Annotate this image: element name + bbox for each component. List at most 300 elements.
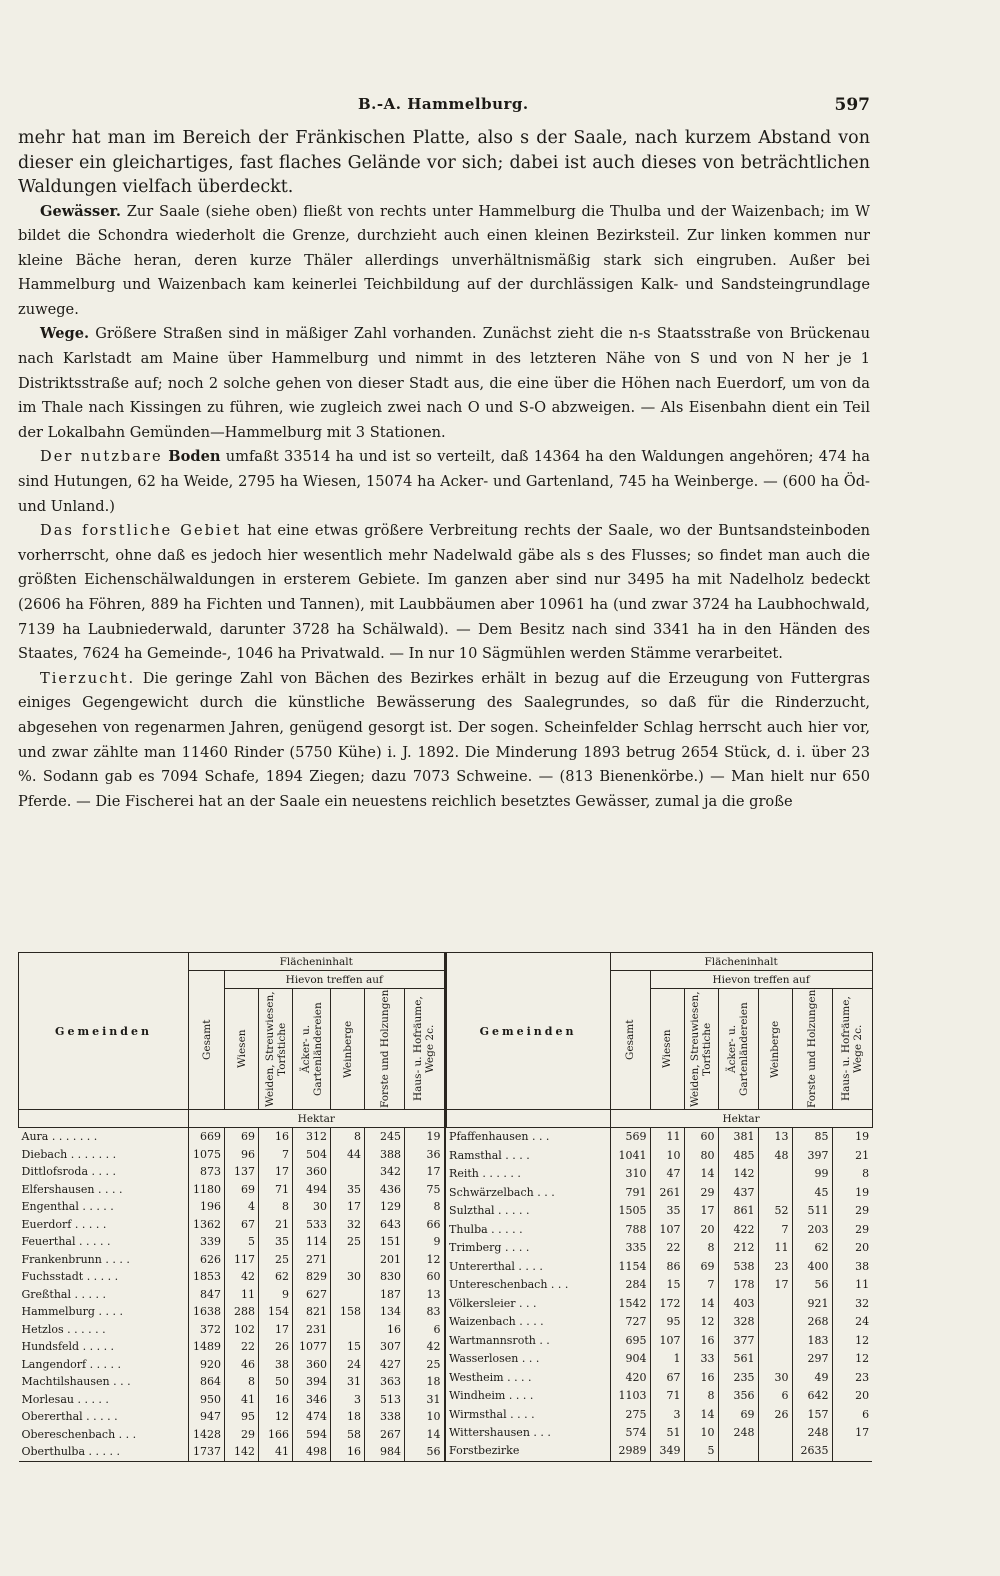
table-cell: 861 bbox=[718, 1202, 758, 1220]
table-row bbox=[446, 1405, 872, 1423]
table-cell: 29 bbox=[225, 1426, 259, 1444]
table-row bbox=[446, 1183, 872, 1201]
table-cell: 66 bbox=[405, 1216, 445, 1234]
table-cell: 33 bbox=[684, 1350, 718, 1368]
section-heading: Gewässer. bbox=[40, 202, 121, 220]
table-cell: 498 bbox=[293, 1443, 331, 1461]
table-cell: 16 bbox=[259, 1128, 293, 1146]
section-heading: Boden bbox=[162, 448, 221, 466]
table-cell: 19 bbox=[832, 1128, 872, 1147]
paragraph-boden: Der nutzbare Boden umfaßt 33514 ha und ist so verteilt, daß 14364 ha den Waldungen angehören; 474 ha sind Hutungen, 62 ha Weide, 2795 ha Wiesen, 15074 ha Acker- und Gartenland, 745 ha Weinberge. — (600 ha Öd- und Unland.) bbox=[18, 448, 870, 515]
table-cell: 20 bbox=[684, 1220, 718, 1238]
table-row bbox=[19, 1198, 445, 1216]
table-cell: 25 bbox=[259, 1251, 293, 1269]
table-cell: 388 bbox=[365, 1146, 405, 1164]
row-label: Wirmsthal . . . . bbox=[449, 1407, 535, 1421]
table-cell: 17 bbox=[259, 1321, 293, 1339]
table-cell: 56 bbox=[405, 1443, 445, 1461]
table-row bbox=[446, 1202, 872, 1220]
table-cell bbox=[331, 1251, 365, 1269]
table-cell: 30 bbox=[758, 1368, 792, 1386]
table-row bbox=[446, 1387, 872, 1405]
table-cell: 95 bbox=[225, 1408, 259, 1426]
table-cell: 403 bbox=[718, 1294, 758, 1312]
table-cell: 397 bbox=[792, 1146, 832, 1164]
table-row bbox=[446, 1313, 872, 1331]
running-title: B.-A. Hammelburg. bbox=[358, 95, 529, 113]
table-cell: 196 bbox=[189, 1198, 225, 1216]
table-cell: 56 bbox=[792, 1276, 832, 1294]
table-cell: 3 bbox=[650, 1405, 684, 1423]
row-label: Wittershausen . . . bbox=[449, 1426, 551, 1439]
table-cell: 67 bbox=[650, 1368, 684, 1386]
table-row bbox=[446, 1239, 872, 1257]
table-cell: 7 bbox=[259, 1146, 293, 1164]
table-cell: 4 bbox=[225, 1198, 259, 1216]
table-cell: 847 bbox=[189, 1286, 225, 1304]
table-cell: 8 bbox=[225, 1373, 259, 1391]
table-cell: 642 bbox=[792, 1387, 832, 1405]
table-cell: 950 bbox=[189, 1391, 225, 1409]
table-row bbox=[19, 1251, 445, 1269]
table-cell: 58 bbox=[331, 1426, 365, 1444]
table-cell bbox=[331, 1286, 365, 1304]
table-cell: 6 bbox=[832, 1405, 872, 1423]
table-cell: 38 bbox=[832, 1257, 872, 1275]
table-cell: 231 bbox=[293, 1321, 331, 1339]
table-cell bbox=[758, 1165, 792, 1183]
table-cell: 114 bbox=[293, 1233, 331, 1251]
table-cell: 42 bbox=[405, 1338, 445, 1356]
table-row bbox=[19, 1408, 445, 1426]
row-label: Wasserlosen . . . bbox=[449, 1352, 540, 1366]
table-cell: 69 bbox=[225, 1181, 259, 1199]
table-cell: 574 bbox=[610, 1424, 650, 1442]
table-cell: 172 bbox=[650, 1294, 684, 1312]
table-left bbox=[18, 952, 446, 1462]
table-cell: 25 bbox=[331, 1233, 365, 1251]
table-cell: 328 bbox=[718, 1313, 758, 1331]
table-cell: 377 bbox=[718, 1331, 758, 1349]
table-cell: 19 bbox=[832, 1183, 872, 1201]
table-cell: 41 bbox=[225, 1391, 259, 1409]
table-cell: 297 bbox=[792, 1350, 832, 1368]
sub-header: Hievon treffen auf bbox=[225, 971, 445, 989]
table-row bbox=[19, 1321, 445, 1339]
row-label: Hammelburg . . . . bbox=[21, 1305, 123, 1318]
table-cell: 485 bbox=[718, 1146, 758, 1164]
table-cell: 420 bbox=[610, 1368, 650, 1386]
row-label: Untereschenbach . . . bbox=[449, 1278, 569, 1292]
table-row bbox=[19, 1181, 445, 1199]
table-cell: 5 bbox=[684, 1442, 718, 1461]
table-cell: 830 bbox=[365, 1268, 405, 1286]
paragraph-forst: Das forstliche Gebiet hat eine etwas größere Verbreitung rechts der Saale, wo der Buntsandsteinboden vorherrscht, ohne daß es jedoch hier wesentlich mehr Nadelwald gäbe als s des Flusses; so findet man auch die größten Eichenschälwaldungen in ersterem Gebiete. Im ganzen aber sind nur 3495 ha mit Nadelholz bedeckt (2606 ha Föhren, 889 ha Fichten und Tannen), mit Laubbäumen aber 10961 ha (und zwar 3724 ha Laubhochwald, 7139 ha Laubniederwald, darunter 3728 ha Schälwald). — Dem Besitz nach sind 3341 ha in den Händen des Staates, 7624 ha Gemeinde-, 1046 ha Privatwald. — In nur 10 Sägmühlen werden Stämme verarbeitet. bbox=[18, 522, 870, 663]
table-cell: 372 bbox=[189, 1321, 225, 1339]
table-cell: 86 bbox=[650, 1257, 684, 1275]
column-header: Wiesen bbox=[225, 989, 259, 1110]
table-cell: 261 bbox=[650, 1183, 684, 1201]
table-cell: 107 bbox=[650, 1220, 684, 1238]
row-label: Völkersleier . . . bbox=[449, 1296, 537, 1310]
table-cell: 533 bbox=[293, 1216, 331, 1234]
table-cell: 427 bbox=[365, 1356, 405, 1374]
table-row bbox=[19, 1146, 445, 1164]
table-cell: 494 bbox=[293, 1181, 331, 1199]
table-cell: 29 bbox=[684, 1183, 718, 1201]
table-cell: 183 bbox=[792, 1331, 832, 1349]
row-label: Dittlofsroda . . . . bbox=[21, 1165, 116, 1178]
table-cell: 23 bbox=[832, 1368, 872, 1386]
section-heading: Das forstliche Gebiet bbox=[40, 522, 242, 540]
table-row bbox=[19, 1303, 445, 1321]
column-header: Weinberge bbox=[758, 989, 792, 1110]
table-cell: 166 bbox=[259, 1426, 293, 1444]
table-row bbox=[446, 1294, 872, 1312]
table-cell: 15 bbox=[331, 1338, 365, 1356]
table-cell: 62 bbox=[792, 1239, 832, 1257]
row-label: Elfershausen . . . . bbox=[21, 1182, 123, 1196]
table-cell: 511 bbox=[792, 1202, 832, 1220]
table-cell: 14 bbox=[684, 1165, 718, 1183]
table-cell: 8 bbox=[259, 1198, 293, 1216]
table-cell: 16 bbox=[684, 1331, 718, 1349]
row-label: Trimberg . . . . bbox=[449, 1241, 530, 1255]
table-cell bbox=[758, 1331, 792, 1349]
table-cell: 360 bbox=[293, 1163, 331, 1181]
row-label: Thulba . . . . . bbox=[449, 1222, 523, 1236]
table-cell: 569 bbox=[610, 1128, 650, 1147]
table-cell: 1362 bbox=[189, 1216, 225, 1234]
table-cell: 26 bbox=[259, 1338, 293, 1356]
column-header: Forste und Holzungen bbox=[792, 989, 832, 1110]
table-cell bbox=[758, 1350, 792, 1368]
table-row bbox=[446, 1442, 872, 1461]
sub-header: Hievon treffen auf bbox=[650, 971, 872, 989]
running-header bbox=[0, 95, 1000, 117]
table-cell: 363 bbox=[365, 1373, 405, 1391]
table-cell: 49 bbox=[792, 1368, 832, 1386]
row-label: Fuchsstadt . . . . . bbox=[21, 1270, 119, 1283]
table-cell: 1 bbox=[650, 1350, 684, 1368]
table-cell: 69 bbox=[225, 1128, 259, 1146]
row-label: Forstbezirke bbox=[446, 1442, 610, 1461]
table-cell: 2635 bbox=[792, 1442, 832, 1461]
table-cell: 12 bbox=[684, 1313, 718, 1331]
table-cell: 791 bbox=[610, 1183, 650, 1201]
table-row bbox=[446, 1146, 872, 1164]
table-cell: 31 bbox=[331, 1373, 365, 1391]
table-cell: 9 bbox=[259, 1286, 293, 1304]
table-cell: 1041 bbox=[610, 1146, 650, 1164]
table-cell: 154 bbox=[259, 1303, 293, 1321]
row-label: Obererthal . . . . . bbox=[21, 1410, 118, 1423]
row-label: Diebach . . . . . . . bbox=[21, 1147, 117, 1161]
table-cell: 17 bbox=[331, 1198, 365, 1216]
table-cell: 62 bbox=[259, 1268, 293, 1286]
table-cell: 18 bbox=[331, 1408, 365, 1426]
row-label: Oberthulba . . . . . bbox=[19, 1443, 189, 1461]
table-cell: 627 bbox=[293, 1286, 331, 1304]
table-cell: 20 bbox=[832, 1387, 872, 1405]
column-header: Haus- u. Hofräume, Wege 2c. bbox=[832, 989, 872, 1110]
table-cell: 30 bbox=[293, 1198, 331, 1216]
table-cell: 13 bbox=[758, 1128, 792, 1147]
table-cell: 873 bbox=[189, 1163, 225, 1181]
row-label: Engenthal . . . . . bbox=[21, 1200, 114, 1213]
unit-header: Hektar bbox=[610, 1110, 872, 1128]
table-cell: 10 bbox=[650, 1146, 684, 1164]
table-cell: 381 bbox=[718, 1128, 758, 1147]
table-cell: 1075 bbox=[189, 1146, 225, 1164]
table-cell: 669 bbox=[189, 1128, 225, 1146]
table-cell: 142 bbox=[225, 1443, 259, 1461]
table-row bbox=[446, 1276, 872, 1294]
row-label: Hundsfeld . . . . . bbox=[21, 1340, 115, 1353]
table-cell: 75 bbox=[405, 1181, 445, 1199]
table-cell bbox=[758, 1294, 792, 1312]
table-cell: 85 bbox=[792, 1128, 832, 1147]
table-cell: 16 bbox=[259, 1391, 293, 1409]
table-cell: 2989 bbox=[610, 1442, 650, 1461]
table-cell: 12 bbox=[405, 1251, 445, 1269]
table-cell: 310 bbox=[610, 1165, 650, 1183]
table-cell: 14 bbox=[405, 1426, 445, 1444]
table-cell: 24 bbox=[331, 1356, 365, 1374]
table-cell: 594 bbox=[293, 1426, 331, 1444]
group-header: Flächeninhalt bbox=[610, 953, 872, 971]
column-header: Äcker- u. Gartenländereien bbox=[293, 989, 331, 1110]
table-row bbox=[19, 1391, 445, 1409]
unit-header: Hektar bbox=[189, 1110, 445, 1128]
table-cell: 1542 bbox=[610, 1294, 650, 1312]
table-cell: 29 bbox=[832, 1220, 872, 1238]
table-cell: 129 bbox=[365, 1198, 405, 1216]
table-cell bbox=[718, 1442, 758, 1461]
table-cell bbox=[832, 1442, 872, 1461]
table-cell: 1428 bbox=[189, 1426, 225, 1444]
row-label: Machtilshausen . . . bbox=[21, 1375, 131, 1388]
row-label: Wartmannsroth . . bbox=[449, 1333, 550, 1347]
table-cell: 342 bbox=[365, 1163, 405, 1181]
table-cell: 904 bbox=[610, 1350, 650, 1368]
table-cell: 20 bbox=[832, 1239, 872, 1257]
table-cell: 8 bbox=[331, 1128, 365, 1146]
table-cell: 21 bbox=[259, 1216, 293, 1234]
table-cell: 1180 bbox=[189, 1181, 225, 1199]
table-cell: 95 bbox=[650, 1313, 684, 1331]
table-cell: 504 bbox=[293, 1146, 331, 1164]
table-cell: 15 bbox=[650, 1276, 684, 1294]
table-cell: 83 bbox=[405, 1303, 445, 1321]
table-cell: 821 bbox=[293, 1303, 331, 1321]
column-header: Weiden, Streuwiesen, Torfstiche bbox=[259, 989, 293, 1110]
table-cell: 9 bbox=[405, 1233, 445, 1251]
table-row bbox=[446, 1424, 872, 1442]
table-cell: 727 bbox=[610, 1313, 650, 1331]
section-heading: Wege. bbox=[40, 325, 90, 343]
page-number: 597 bbox=[834, 95, 870, 115]
table-cell: 32 bbox=[832, 1294, 872, 1312]
row-label: Reith . . . . . . bbox=[449, 1167, 521, 1181]
table-cell: 26 bbox=[758, 1405, 792, 1423]
table-cell: 35 bbox=[259, 1233, 293, 1251]
table-cell: 8 bbox=[684, 1387, 718, 1405]
table-cell: 307 bbox=[365, 1338, 405, 1356]
table-cell bbox=[331, 1321, 365, 1339]
table-cell bbox=[758, 1442, 792, 1461]
table-cell: 212 bbox=[718, 1239, 758, 1257]
table-cell: 178 bbox=[718, 1276, 758, 1294]
table-cell: 788 bbox=[610, 1220, 650, 1238]
table-cell: 312 bbox=[293, 1128, 331, 1146]
column-header: Gesamt bbox=[189, 971, 225, 1110]
table-cell: 157 bbox=[792, 1405, 832, 1423]
table-cell: 151 bbox=[365, 1233, 405, 1251]
table-row bbox=[19, 1128, 445, 1146]
table-cell: 335 bbox=[610, 1239, 650, 1257]
table-cell: 10 bbox=[405, 1408, 445, 1426]
table-cell: 947 bbox=[189, 1408, 225, 1426]
table-cell: 12 bbox=[832, 1350, 872, 1368]
table-row bbox=[19, 1163, 445, 1181]
row-label: Pfaffenhausen . . . bbox=[449, 1130, 550, 1144]
table-cell: 561 bbox=[718, 1350, 758, 1368]
table-cell: 6 bbox=[405, 1321, 445, 1339]
table-cell: 52 bbox=[758, 1202, 792, 1220]
table-cell: 23 bbox=[758, 1257, 792, 1275]
column-header: Wiesen bbox=[650, 989, 684, 1110]
table-row bbox=[19, 1233, 445, 1251]
table-cell: 51 bbox=[650, 1424, 684, 1442]
table-row bbox=[19, 1443, 445, 1461]
table-cell: 11 bbox=[832, 1276, 872, 1294]
table-cell: 349 bbox=[650, 1442, 684, 1461]
table-cell bbox=[331, 1163, 365, 1181]
table-cell: 201 bbox=[365, 1251, 405, 1269]
table-cell: 17 bbox=[758, 1276, 792, 1294]
table-cell: 67 bbox=[225, 1216, 259, 1234]
column-header: Haus- u. Hofräume, Wege 2c. bbox=[405, 989, 445, 1110]
row-label: Frankenbrunn . . . . bbox=[21, 1252, 130, 1266]
table-cell: 513 bbox=[365, 1391, 405, 1409]
table-cell: 538 bbox=[718, 1257, 758, 1275]
table-cell: 436 bbox=[365, 1181, 405, 1199]
table-cell: 7 bbox=[684, 1276, 718, 1294]
table-cell: 235 bbox=[718, 1368, 758, 1386]
table-row bbox=[19, 1356, 445, 1374]
table-cell: 394 bbox=[293, 1373, 331, 1391]
table-cell: 1154 bbox=[610, 1257, 650, 1275]
table-cell: 25 bbox=[405, 1356, 445, 1374]
table-cell: 38 bbox=[259, 1356, 293, 1374]
row-label: Untererthal . . . . bbox=[449, 1259, 543, 1273]
table-cell: 24 bbox=[832, 1313, 872, 1331]
table-row bbox=[19, 1268, 445, 1286]
table-cell: 11 bbox=[758, 1239, 792, 1257]
row-label: Aura . . . . . . . bbox=[21, 1130, 98, 1143]
table-cell: 16 bbox=[365, 1321, 405, 1339]
table-cell: 48 bbox=[758, 1146, 792, 1164]
table-cell: 60 bbox=[405, 1268, 445, 1286]
table-cell: 17 bbox=[684, 1202, 718, 1220]
table-cell: 50 bbox=[259, 1373, 293, 1391]
table-cell: 338 bbox=[365, 1408, 405, 1426]
table-cell: 921 bbox=[792, 1294, 832, 1312]
row-label: Westheim . . . . bbox=[449, 1370, 532, 1384]
table-cell: 6 bbox=[758, 1387, 792, 1405]
table-cell: 46 bbox=[225, 1356, 259, 1374]
table-row bbox=[446, 1350, 872, 1368]
table-cell: 80 bbox=[684, 1146, 718, 1164]
table-cell: 187 bbox=[365, 1286, 405, 1304]
body-text bbox=[18, 126, 870, 814]
table-cell: 21 bbox=[832, 1146, 872, 1164]
table-cell: 29 bbox=[832, 1202, 872, 1220]
table-cell: 360 bbox=[293, 1356, 331, 1374]
table-row bbox=[19, 1216, 445, 1234]
table-cell: 96 bbox=[225, 1146, 259, 1164]
table-cell: 69 bbox=[718, 1405, 758, 1423]
table-cell: 3 bbox=[331, 1391, 365, 1409]
table-cell: 14 bbox=[684, 1294, 718, 1312]
table-row bbox=[19, 1426, 445, 1444]
table-cell: 44 bbox=[331, 1146, 365, 1164]
table-cell: 12 bbox=[832, 1331, 872, 1349]
table-cell: 7 bbox=[758, 1220, 792, 1238]
table-cell: 275 bbox=[610, 1405, 650, 1423]
table-cell: 271 bbox=[293, 1251, 331, 1269]
table-cell: 422 bbox=[718, 1220, 758, 1238]
table-row bbox=[19, 1338, 445, 1356]
table-cell: 984 bbox=[365, 1443, 405, 1461]
table-cell: 45 bbox=[792, 1183, 832, 1201]
table-cell: 1489 bbox=[189, 1338, 225, 1356]
table-cell: 22 bbox=[225, 1338, 259, 1356]
column-header-gemeinden: Gemeinden bbox=[446, 953, 610, 1110]
table-cell: 400 bbox=[792, 1257, 832, 1275]
table-cell: 107 bbox=[650, 1331, 684, 1349]
table-cell bbox=[758, 1424, 792, 1442]
table-cell: 268 bbox=[792, 1313, 832, 1331]
table-cell: 284 bbox=[610, 1276, 650, 1294]
table-cell: 30 bbox=[331, 1268, 365, 1286]
table-row bbox=[19, 1286, 445, 1304]
paragraph-gewaesser: Gewässer. Zur Saale (siehe oben) fließt von rechts unter Hammelburg die Thulba und der Waizenbach; im W bildet die Schondra wiederholt die Grenze, durchzieht auch einen kleinen Bezirksteil. Zur linken kommen nur kleine Bäche heran, deren kurze Thäler allerdings unverhältnismäßig stark sich eingruben. Außer bei Hammelburg und Waizenbach kam keinerlei Teichbildung auf der durchlässigen Kalk- und Sandsteingrundlage zuwege. bbox=[18, 202, 870, 318]
table-right bbox=[446, 952, 873, 1462]
table-cell: 71 bbox=[650, 1387, 684, 1405]
table-cell: 41 bbox=[259, 1443, 293, 1461]
table-cell: 17 bbox=[405, 1163, 445, 1181]
row-label: Hetzlos . . . . . . bbox=[21, 1322, 106, 1336]
table-cell: 245 bbox=[365, 1128, 405, 1146]
column-header: Gesamt bbox=[610, 971, 650, 1110]
table-cell: 35 bbox=[650, 1202, 684, 1220]
table-cell: 8 bbox=[684, 1239, 718, 1257]
table-cell: 288 bbox=[225, 1303, 259, 1321]
table-cell: 11 bbox=[225, 1286, 259, 1304]
table-row bbox=[19, 1373, 445, 1391]
table-cell: 71 bbox=[259, 1181, 293, 1199]
row-label: Windheim . . . . bbox=[449, 1389, 534, 1403]
land-use-table bbox=[18, 952, 870, 1462]
table-cell: 8 bbox=[405, 1198, 445, 1216]
table-cell: 60 bbox=[684, 1128, 718, 1147]
table-cell: 35 bbox=[331, 1181, 365, 1199]
table-cell: 10 bbox=[684, 1424, 718, 1442]
table-cell: 99 bbox=[792, 1165, 832, 1183]
table-cell: 36 bbox=[405, 1146, 445, 1164]
